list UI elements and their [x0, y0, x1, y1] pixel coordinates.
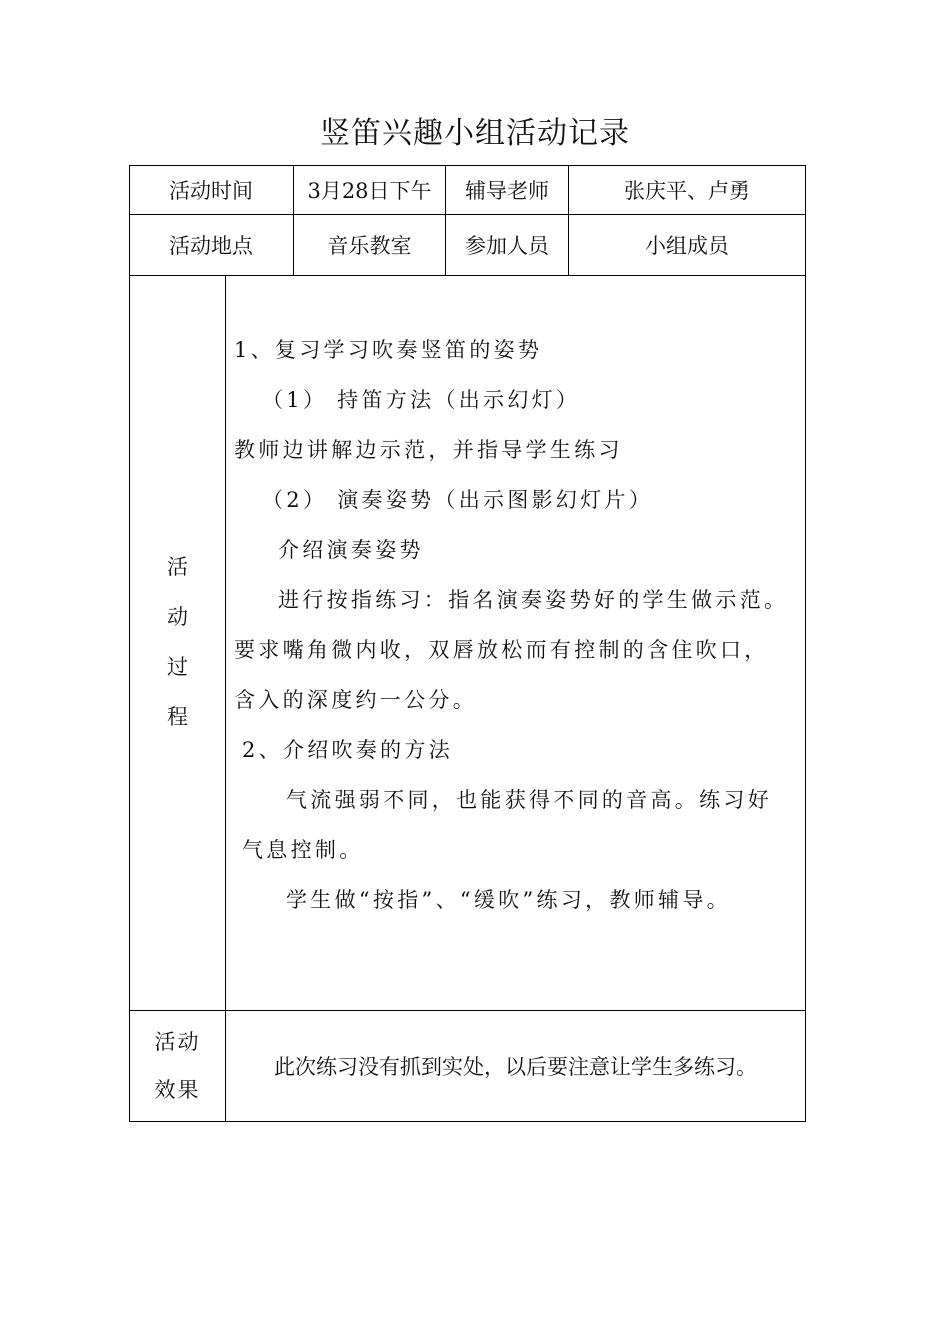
- participants-label: 参加人员: [465, 234, 549, 258]
- activity-time-value: 3月28日下午: [307, 178, 432, 203]
- activity-location-label: 活动地点: [169, 234, 253, 258]
- activity-time-label: 活动时间: [169, 178, 253, 203]
- process-line: 介绍演奏姿势: [278, 538, 424, 562]
- process-line: （2） 演奏姿势（出示图影幻灯片）: [262, 488, 654, 512]
- process-line: 进行按指练习：指名演奏姿势好的学生做示范。: [278, 588, 789, 612]
- activity-record-table: [129, 165, 806, 1122]
- process-label-char: 程: [167, 704, 188, 729]
- process-line: 气息控制。: [242, 838, 364, 862]
- process-line: 要求嘴角微内收，双唇放松而有控制的含住吹口，: [234, 638, 769, 662]
- process-label-char: 动: [167, 604, 188, 629]
- process-line: 含入的深度约一公分。: [234, 688, 477, 712]
- effect-label-line: 效果: [154, 1078, 201, 1102]
- instructor-label: 辅导老师: [465, 178, 549, 203]
- process-line: （1） 持笛方法（出示幻灯）: [262, 388, 581, 412]
- process-line: 2、介绍吹奏的方法: [242, 738, 454, 762]
- participants-value: 小组成员: [645, 234, 729, 258]
- effect-label: [129, 1010, 226, 1122]
- process-line: 气流强弱不同，也能获得不同的音高。练习好: [286, 788, 772, 812]
- effect-label-line: 活动: [154, 1030, 201, 1054]
- process-label-char: 活: [167, 554, 188, 579]
- process-line: 学生做“按指”、“缓吹”练习，教师辅导。: [286, 888, 731, 912]
- process-line: 教师边讲解边示范，并指导学生练习: [234, 438, 623, 462]
- process-label: [129, 275, 226, 1008]
- process-content: [234, 325, 799, 925]
- effect-text: 此次练习没有抓到实处，以后要注意让学生多练习。: [274, 1055, 757, 1079]
- activity-location-value: 音乐教室: [327, 234, 412, 258]
- document-title: 竖笛兴趣小组活动记录: [320, 116, 630, 151]
- process-line: 1、复习学习吹奏竖笛的姿势: [234, 338, 543, 362]
- process-label-char: 过: [167, 654, 188, 679]
- instructor-value: 张庆平、卢勇: [624, 178, 750, 203]
